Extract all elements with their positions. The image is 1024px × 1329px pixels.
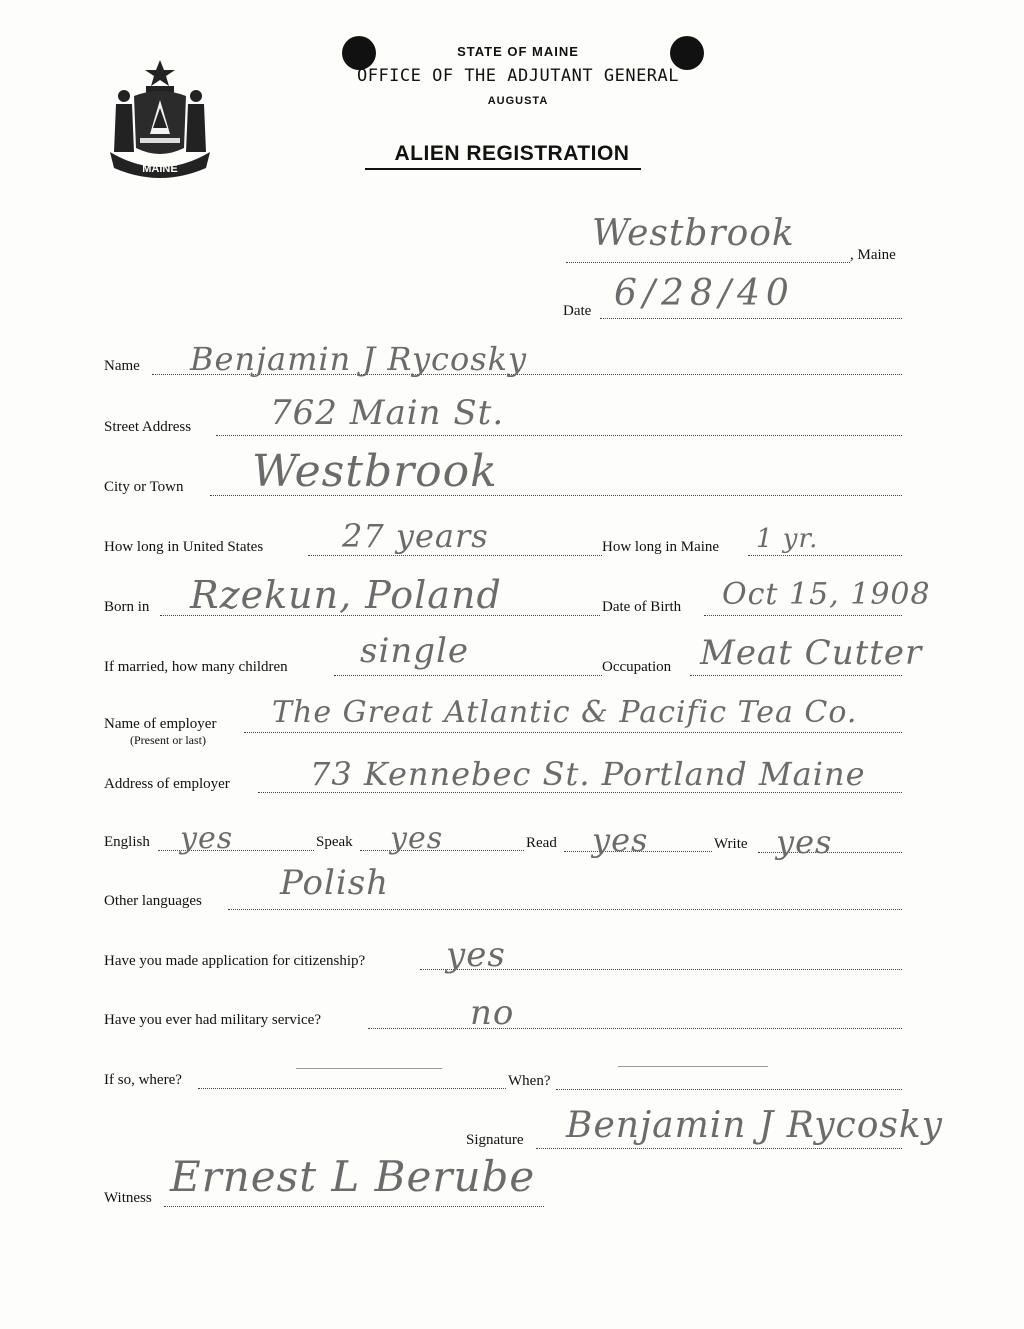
military-line [368, 1028, 902, 1029]
born-in-label: Born in [104, 599, 150, 615]
how-long-maine-line [748, 555, 902, 556]
title-underline [365, 168, 641, 170]
how-long-us-value: 27 years [342, 517, 489, 555]
witness-line [164, 1206, 544, 1207]
place-value: Westbrook [592, 213, 795, 254]
military-value: no [470, 993, 515, 1033]
employer-address-label: Address of employer [104, 776, 230, 792]
english-value: yes [180, 821, 234, 856]
date-value: 6/28/40 [614, 273, 795, 314]
date-of-birth-line [704, 615, 902, 616]
signature-value: Benjamin J Rycosky [566, 1105, 943, 1146]
children-line [334, 675, 602, 676]
header-state: STATE OF MAINE [457, 44, 579, 59]
witness-value: Ernest L Berube [170, 1152, 536, 1201]
where-label: If so, where? [104, 1072, 182, 1088]
employer-label: Name of employer [104, 716, 217, 732]
street-value: 762 Main St. [270, 393, 505, 433]
signature-label: Signature [466, 1132, 524, 1148]
city-value: Westbrook [252, 446, 498, 497]
occupation-value: Meat Cutter [700, 633, 923, 673]
how-long-maine-label: How long in Maine [602, 539, 720, 555]
employer-note: (Present or last) [130, 733, 206, 747]
english-label: English [104, 834, 150, 850]
header-office: OFFICE OF THE ADJUTANT GENERAL [356, 66, 680, 86]
children-value: single [360, 631, 469, 671]
occupation-label: Occupation [602, 659, 672, 675]
date-label: Date [563, 303, 592, 319]
place-line [566, 262, 850, 263]
other-languages-line [228, 909, 902, 910]
signature-line [536, 1148, 902, 1149]
date-line [600, 318, 902, 319]
employer-address-value: 73 Kennebec St. Portland Maine [310, 755, 866, 793]
citizenship-value: yes [446, 935, 506, 975]
when-line [556, 1089, 902, 1090]
name-value: Benjamin J Rycosky [190, 340, 528, 378]
date-of-birth-value: Oct 15, 1908 [722, 577, 931, 612]
how-long-us-label: How long in United States [104, 539, 264, 555]
children-label: If married, how many children [104, 659, 288, 675]
city-label: City or Town [104, 479, 184, 495]
employer-line [244, 732, 902, 733]
where-dash [296, 1068, 442, 1069]
name-label: Name [104, 358, 140, 374]
read-value: yes [592, 821, 649, 859]
maine-label: , Maine [850, 247, 896, 263]
header-city: AUGUSTA [487, 95, 549, 107]
svg-text:MAINE: MAINE [142, 163, 178, 175]
when-label: When? [508, 1073, 551, 1089]
write-label: Write [714, 836, 748, 852]
citizenship-label: Have you made application for citizenship? [104, 953, 366, 969]
how-long-us-line [308, 555, 602, 556]
other-languages-value: Polish [280, 863, 390, 903]
occupation-line [690, 675, 902, 676]
street-line [216, 435, 902, 436]
speak-value: yes [390, 821, 444, 856]
write-value: yes [776, 823, 833, 861]
when-dash [618, 1066, 768, 1067]
military-label: Have you ever had military service? [104, 1012, 321, 1028]
street-label: Street Address [104, 419, 192, 435]
read-label: Read [526, 835, 557, 851]
speak-label: Speak [316, 834, 353, 850]
date-of-birth-label: Date of Birth [602, 599, 682, 615]
born-in-value: Rzekun, Poland [190, 573, 502, 617]
employer-value: The Great Atlantic & Pacific Tea Co. [272, 695, 858, 730]
witness-label: Witness [104, 1190, 152, 1206]
form-title: ALIEN REGISTRATION [394, 142, 630, 165]
how-long-maine-value: 1 yr. [756, 524, 819, 554]
other-languages-label: Other languages [104, 893, 202, 909]
where-line [198, 1088, 506, 1089]
